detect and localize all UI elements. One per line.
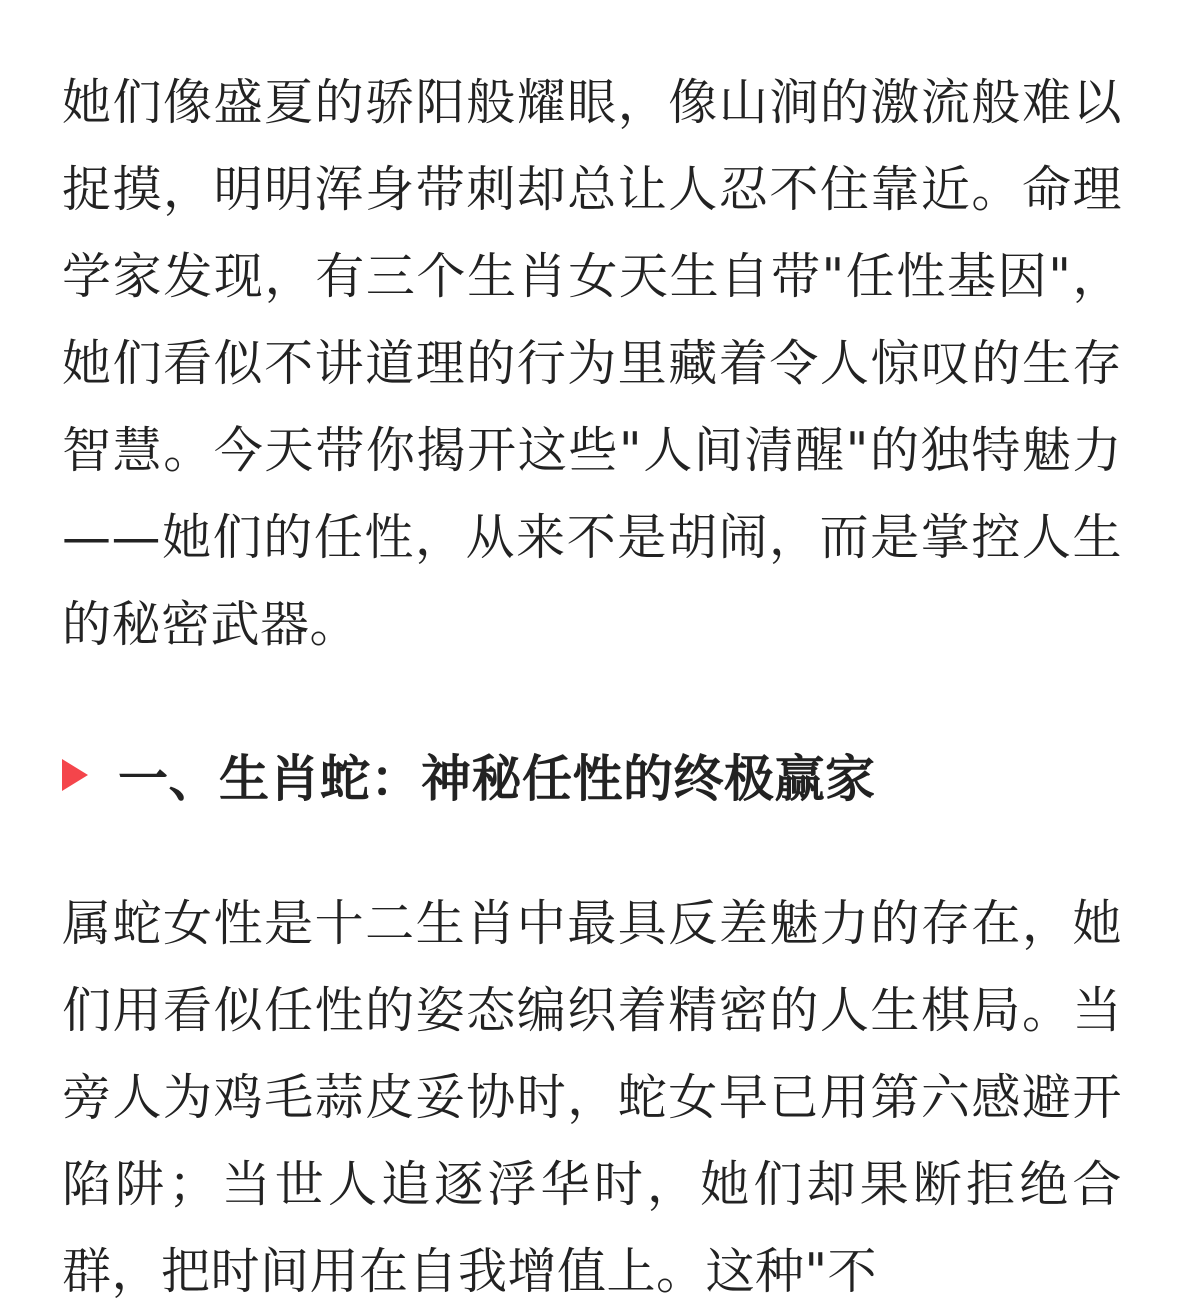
triangle-marker-icon [62,759,88,791]
section-paragraph: 属蛇女性是十二生肖中最具反差魅力的存在，她们用看似任性的姿态编织着精密的人生棋局。当旁人为鸡毛蒜皮妥协时，蛇女早已用第六感避开陷阱；当世人追逐浮华时，她们却果断拒绝合群，把时间用在自我增值上。这种"不 [62,895,1122,1300]
section-heading-snake [62,735,876,815]
section-heading-text: 一、生肖蛇：神秘任性的终极赢家 [118,750,876,808]
intro-paragraph: 她们像盛夏的骄阳般耀眼，像山涧的激流般难以捉摸，明明浑身带刺却总让人忍不住靠近。命理学家发现，有三个生肖女天生自带"任性基因"，她们看似不讲道理的行为里藏着令人惊叹的生存智慧。今天带你揭开这些"人间清醒"的独特魅力——她们的任性，从来不是胡闹，而是掌控人生的秘密武器。 [62,74,1122,653]
